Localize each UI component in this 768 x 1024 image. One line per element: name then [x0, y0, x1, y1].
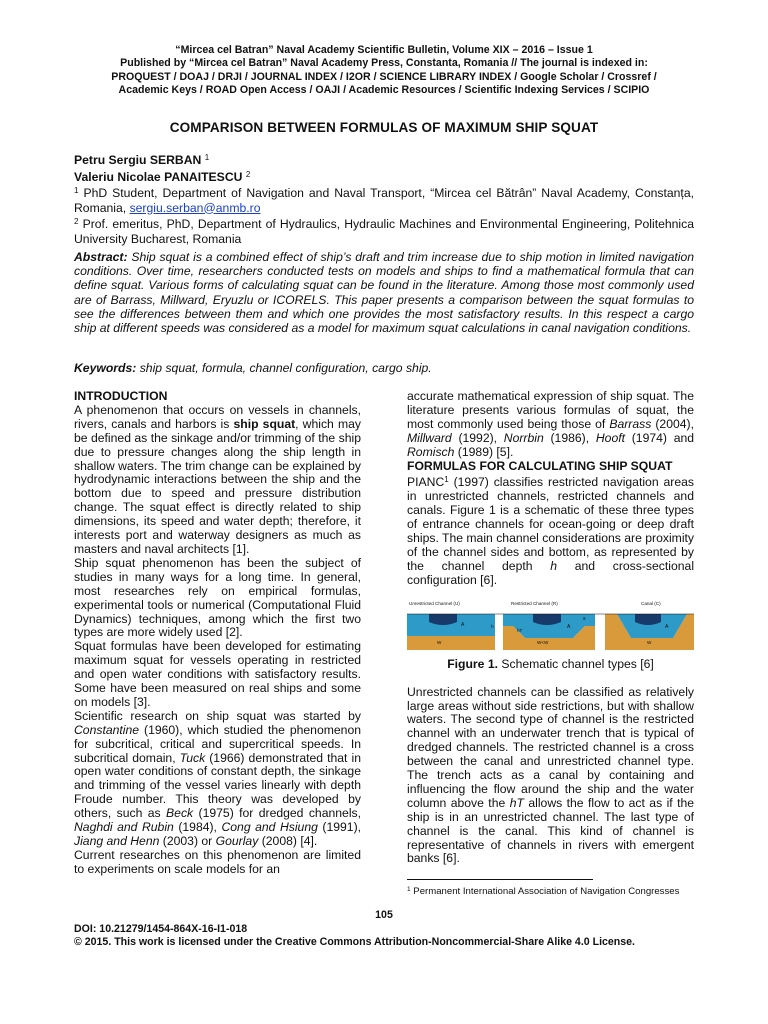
footnote-rule	[407, 879, 593, 880]
page-number: 105	[375, 909, 393, 921]
header-line-2: Published by “Mircea cel Batran” Naval Academy Press, Constanta, Romania // The journal is indexed in:	[120, 57, 648, 70]
keywords	[74, 361, 694, 375]
ship-restricted	[533, 614, 561, 625]
header-line-4: Academic Keys / ROAD Open Access / OAJI / Academic Resources / Scientific Indexing Services / SCIPIO	[118, 83, 650, 96]
keywords-label: Keywords:	[74, 361, 137, 375]
paragraph: accurate mathematical expression of ship squat. The literature presents various formulas of squat, the most commonly used being those of Barrass (2004), Millward (1992), Norrbin (1986), Hooft (1974) and Romisch (1989) [5].	[407, 389, 695, 459]
paragraph: Squat formulas have been developed for estimating maximum squat for vessels operating in restricted and open water conditions with satisfactory results. Some have been measured on real ships and some on models [3].	[74, 639, 361, 709]
svg-text:h: h	[491, 623, 494, 629]
label-restricted: Restricted Channel (R)	[511, 600, 558, 606]
author-block	[74, 151, 694, 246]
figure-channel-types	[407, 596, 694, 658]
header-line-1: “Mircea cel Batran” Naval Academy Scientific Bulletin, Volume XIX – 2016 – Issue 1	[175, 44, 593, 56]
bed-unrestricted	[407, 636, 495, 650]
paragraph: PIANC$^1$ (1997) classifies restricted navigation areas in unrestricted channels, restricted channels and canals. Figure 1 is a schematic of these three types of entrance channels for ocean-going or deep draft ships. The main channel considerations are proximity of the channel sides and bottom, as represented by the channel depth h and cross-sectional configuration [6].	[407, 475, 695, 587]
abstract	[74, 250, 694, 335]
author-2: Valeriu Nicolae PANAITESCU $^2$	[74, 169, 251, 184]
svg-text:hT: hT	[517, 627, 523, 633]
label-unrestricted: Unrestricted Channel (U)	[409, 600, 460, 606]
figure-caption: Figure 1. Schematic channel types [6]	[447, 656, 654, 671]
svg-text:s: s	[583, 615, 586, 622]
svg-text:A: A	[567, 623, 571, 630]
affiliation-2: $^2$ Prof. emeritus, PhD, Department of Hydraulics, Hydraulic Machines and Environmental Engineering, Politehnica University Bucharest, Romania	[74, 217, 694, 246]
right-column	[407, 390, 694, 866]
svg-text:W: W	[437, 639, 442, 645]
svg-text:W: W	[647, 639, 652, 645]
paper-title: COMPARISON BETWEEN FORMULAS OF MAXIMUM SHIP SQUAT	[169, 120, 599, 135]
paragraph: Ship squat phenomenon has been the subject of studies in many ways for a long time. In general, most researches rely on empirical formulas, experimental tools or numerical (Computational Fluid Dynamics) techniques, among which the first two types are more widely used [2].	[74, 555, 361, 640]
section-heading-formulas: FORMULAS FOR CALCULATING SHIP SQUAT	[407, 458, 673, 473]
svg-text:A: A	[461, 621, 465, 628]
license-text: © 2015. This work is licensed under the Creative Commons Attribution-Noncommercial-Share Alike 4.0 License.	[74, 936, 635, 948]
abstract-text: Ship squat is a combined effect of ship’s draft and trim increase due to ship motion in limited navigation conditions. Over time, researchers conducted tests on models and ships to find a mathematical formula that can define squat. Various forms of calculating squat can be found in the literature. Among those most commonly used are of Barrass, Millward, Eryuzlu or ICORELS. This paper presents a comparison between the squat formulas to see the differences between them and which one provides the most satisfactory results. In this respect a cargo ship at different speeds was considered as a model for maximum squat calculations in canal navigation conditions.	[74, 250, 695, 336]
journal-header	[40, 44, 728, 97]
keywords-text: ship squat, formula, channel configuration, cargo ship.	[139, 361, 432, 375]
label-canal: Canal (C)	[641, 600, 661, 606]
paragraph: A phenomenon that occurs on vessels in channels, rivers, canals and harbors is ship squat, which may be defined as the sinkage and/or trimming of the ship due to pressure changes along the ship length in shallow waters. The trim change can be explained by hydrodynamic interactions between the ship and the bottom due to speed and pressure distribution change. The squat effect is directly related to ship dimensions, its speed and water depth; therefore, it interests port and waterway designers as much as masters and naval architects [1].	[74, 402, 361, 556]
ship-canal	[635, 614, 661, 625]
section-heading-introduction: INTRODUCTION	[74, 389, 168, 403]
doi[interactable]: DOI: 10.21279/1454-864X-16-I1-018	[74, 923, 248, 935]
author-1: Petru Sergiu SERBAN $^1$	[74, 153, 210, 167]
svg-text:W<W: W<W	[537, 639, 549, 645]
footnote: $^1$ Permanent International Association of Navigation Congresses	[407, 886, 680, 897]
affiliation-1: $^1$ PhD Student, Department of Navigation and Naval Transport, “Mircea cel Bătrân” Naval Academy, Constanța, Romania, sergiu.serban@anmb.ro	[74, 186, 694, 215]
abstract-label: Abstract:	[74, 250, 128, 264]
left-column	[74, 390, 361, 877]
header-line-3: PROQUEST / DOAJ / DRJI / JOURNAL INDEX / I2OR / SCIENCE LIBRARY INDEX / Google Scholar / Crossref /	[111, 70, 657, 83]
paragraph: Scientific research on ship squat was started by Constantine (1960), which studied the phenomenon for subcritical, critical and supercritical speeds. In subcritical domain, Tuck (1966) demonstrated that in open water conditions of constant depth, the sinkage and trimming of the vessel varies linearly with depth Froude number. This theory was developed by others, such as Beck (1975) for dredged channels, Naghdi and Rubin (1984), Cong and Hsiung (1991), Jiang and Henn (2003) or Gourlay (2008) [4].	[74, 708, 362, 848]
paragraph: Current researches on this phenomenon are limited to experiments on scale models for an	[74, 847, 361, 876]
paragraph: Unrestricted channels can be classified as relatively large areas without side restrictions, but with shallow waters. The second type of channel is the restricted channel with an underwater trench that is typical of dredged channels. The restricted channel is a cross between the canal and unrestricted channel type. The trench acts as a canal by containing and influencing the flow around the ship and the water column above the hT allows the flow to act as if the ship is in an unrestricted channel. The last type of channel is the canal. This kind of channel is representative of channels in rivers with emergent banks [6].	[407, 684, 695, 866]
ship-unrestricted	[429, 614, 457, 625]
author-email-link[interactable]: sergiu.serban@anmb.ro	[129, 200, 261, 215]
svg-text:A: A	[665, 623, 669, 630]
channel-schematic	[407, 596, 694, 658]
